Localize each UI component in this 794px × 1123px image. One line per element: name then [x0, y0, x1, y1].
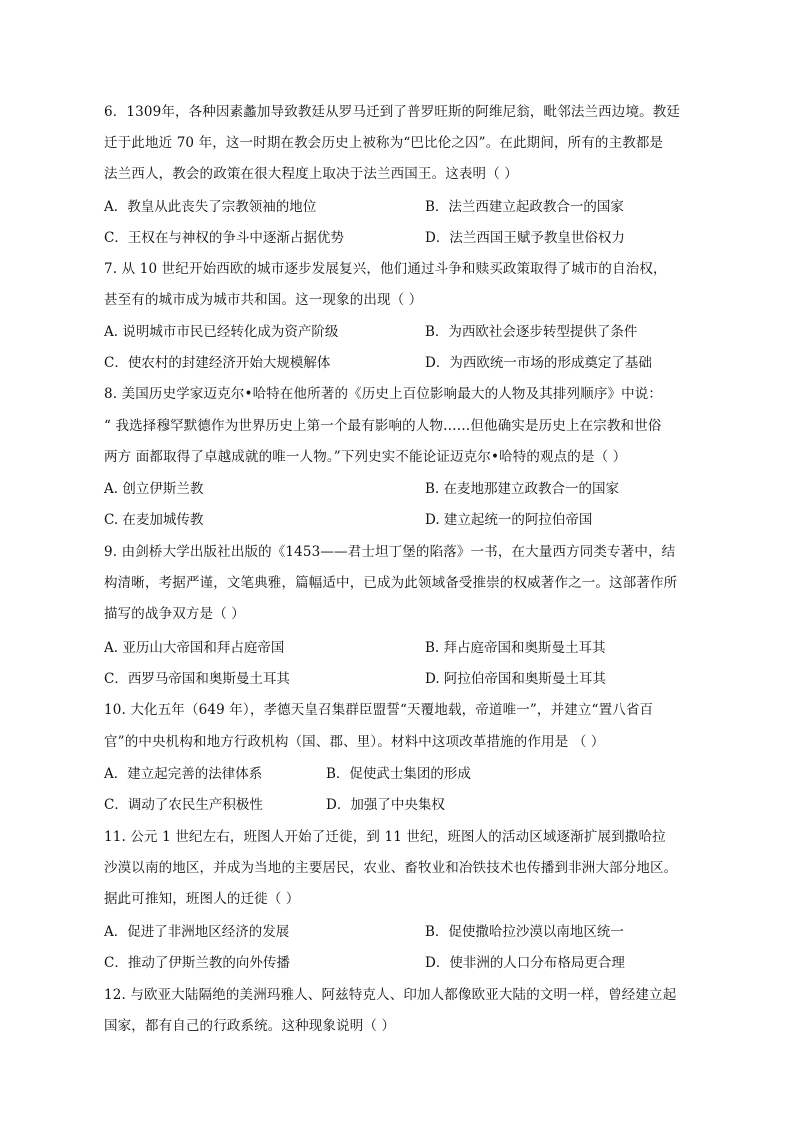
q9-option-c: C．西罗马帝国和奥斯曼土耳其	[104, 671, 290, 687]
q10-stem-line-2: 官”的中央机构和地方行政机构（国、郡、里）。材料中这项改革措施的作用是 （ ）	[104, 734, 605, 750]
q6-option-c: C．王权在与神权的争斗中逐渐占据优势	[104, 230, 344, 246]
q10-option-a: A．建立起完善的法律体系	[104, 766, 263, 782]
q8-stem-line-1: 8. 美国历史学家迈克尔•哈特在他所著的《历史上百位影响最大的人物及其排列顺序》中说：	[104, 386, 663, 402]
q11-stem-line-1: 11. 公元 1 世纪左右，班图人开始了迁徙，到 11 世纪，班图人的活动区域逐渐扩展到撒哈拉	[104, 829, 666, 845]
q6-option-a: A．教皇从此丧失了宗教领袖的地位	[104, 199, 317, 215]
q9-option-b: B. 拜占庭帝国和奥斯曼土耳其	[425, 640, 606, 656]
q11-stem-line-3: 据此可推知，班图人的迁徙（ ）	[104, 891, 300, 907]
q9-option-a: A. 亚历山大帝国和拜占庭帝国	[104, 640, 285, 656]
q7-stem-line-1: 7. 从 10 世纪开始西欧的城市逐步发展复兴，他们通过斗争和赎买政策取得了城市的自治权，	[104, 261, 667, 277]
q12-stem-line-2: 国家，都有自己的行政系统。这种现象说明（ ）	[104, 1018, 396, 1034]
q8-option-a: A. 创立伊斯兰教	[104, 481, 204, 497]
q6-stem-line-2: 迁于此地近 70 年，这一时期在教会历史上被称为“巴比伦之囚”。在此期间，所有的主教都是	[104, 135, 664, 151]
q7-option-d: D．为西欧统一市场的形成奠定了基础	[425, 355, 652, 371]
q10-option-b: B．促使武士集团的形成	[326, 766, 471, 782]
q8-option-b: B. 在麦地那建立政教合一的国家	[425, 481, 620, 497]
q8-option-d: D. 建立起统一的阿拉伯帝国	[425, 512, 593, 528]
q10-stem-line-1: 10. 大化五年（649 年），孝德天皇召集群臣盟誓“天覆地载，帝道唯一”，并建立“置八省百	[104, 702, 654, 718]
q11-stem-line-2: 沙漠以南的地区，并成为当地的主要居民，农业、畜牧业和冶铁技术也传播到非洲大部分地区。	[104, 860, 678, 876]
q8-stem-line-3: 两方 面都取得了卓越成就的唯一人物。”下列史实不能论证迈克尔•哈特的观点的是（ ）	[104, 449, 627, 465]
q9-stem-line-1: 9. 由剑桥大学出版社出版的《1453——君士坦丁堡的陷落》一书，在大量西方同类专著中，结	[104, 544, 676, 560]
q7-option-a: A. 说明城市市民已经转化成为资产阶级	[104, 324, 339, 340]
q9-option-d: D. 阿拉伯帝国和奥斯曼土耳其	[425, 671, 606, 687]
q7-option-b: B．为西欧社会逐步转型提供了条件	[425, 324, 638, 340]
q6-stem-line-1: 6．1309年，各种因素蠡加导致教廷从罗马迁到了普罗旺斯的阿维尼翁，毗邻法兰西边境。教廷	[104, 104, 681, 120]
q11-option-b: B．促使撒哈拉沙漠以南地区统一	[425, 924, 624, 940]
q6-option-b: B．法兰西建立起政教合一的国家	[425, 199, 624, 215]
q7-option-c: C．使农村的封建经济开始大规模解体	[104, 355, 331, 371]
q11-option-d: D．使非洲的人口分布格局更合理	[425, 955, 625, 971]
q6-stem-line-3: 法兰西人，教会的政策在很大程度上取决于法兰西国王。这表明（ ）	[104, 166, 518, 182]
q7-stem-line-2: 甚至有的城市成为城市共和国。这一现象的出现（ ）	[104, 292, 423, 308]
q11-option-c: C．推动了伊斯兰教的向外传播	[104, 955, 290, 971]
q10-option-c: C．调动了农民生产积极性	[104, 797, 263, 813]
q9-stem-line-2: 构清晰，考据严谨，文笔典雅，篇幅适中，已成为此领域备受推崇的权威著作之一。这部著作所	[104, 575, 678, 591]
q10-option-d: D．加强了中央集权	[326, 797, 445, 813]
q8-stem-line-2: “ 我选择穆罕默德作为世界历史上第一个最有影响的人物……但他确实是历史上在宗教和世俗	[104, 418, 662, 434]
q8-option-c: C. 在麦加城传教	[104, 512, 204, 528]
q12-stem-line-1: 12. 与欧亚大陆隔绝的美洲玛雅人、阿兹特克人、印加人都像欧亚大陆的文明一样，曾经建立起	[104, 987, 677, 1003]
q6-option-d: D．法兰西国王赋予教皇世俗权力	[425, 230, 625, 246]
q9-stem-line-3: 描写的战争双方是（ ）	[104, 606, 245, 622]
q11-option-a: A．促进了非洲地区经济的发展	[104, 924, 290, 940]
